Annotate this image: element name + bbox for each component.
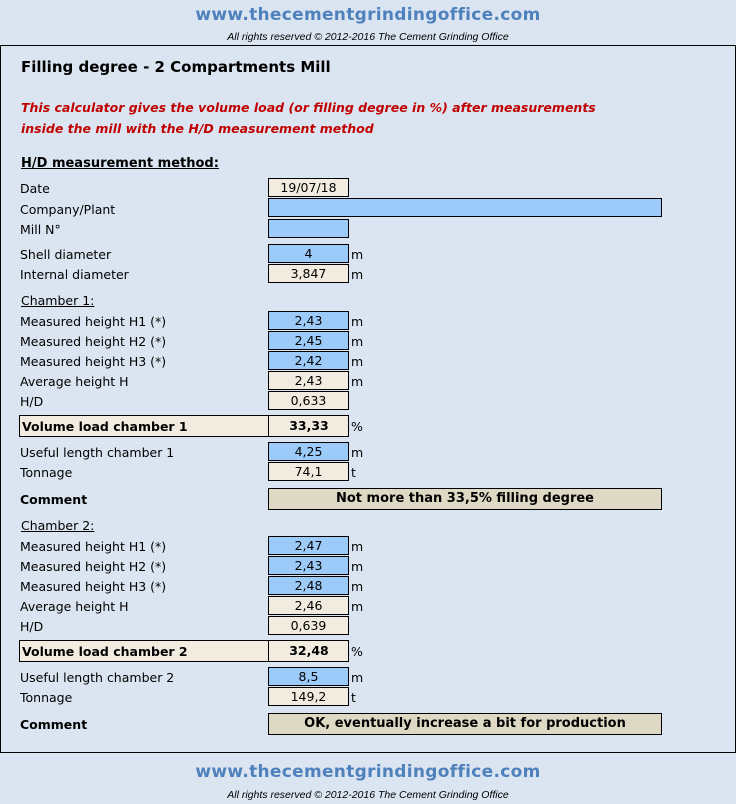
mill-label: Mill N° [20, 222, 61, 237]
c2-tonnage-value: 149,2 [268, 687, 349, 706]
c2-h2-label: Measured height H2 (*) [20, 559, 167, 574]
shell-diameter-label: Shell diameter [20, 247, 112, 262]
c1-volume-load-row [19, 415, 349, 437]
c1-tonnage-value: 74,1 [268, 462, 349, 481]
date-label: Date [20, 181, 50, 196]
c2-h2-unit: m [351, 559, 364, 574]
c1-length-input[interactable]: 4,25 [268, 442, 349, 461]
footer-band [0, 752, 736, 804]
c1-hd-label: H/D [20, 394, 44, 409]
c1-volume-load-label: Volume load chamber 1 [22, 419, 188, 434]
c2-h1-unit: m [351, 539, 364, 554]
c1-h1-label: Measured height H1 (*) [20, 314, 167, 329]
c1-h1-input[interactable]: 2,43 [268, 311, 349, 330]
mill-input[interactable] [268, 219, 349, 238]
c1-tonnage-unit: t [351, 465, 356, 480]
shell-diameter-input[interactable]: 4 [268, 244, 349, 263]
c2-length-label: Useful length chamber 2 [20, 670, 175, 685]
footer-rights: All rights reserved © 2012-2016 The Cement Grinding Office [227, 789, 509, 801]
chamber-2-title: Chamber 2: [21, 518, 95, 533]
description-line-2: inside the mill with the H/D measurement method [21, 121, 374, 136]
internal-diameter-value: 3,847 [268, 264, 349, 283]
c2-comment-box: OK, eventually increase a bit for production [268, 713, 662, 735]
c2-h3-input[interactable]: 2,48 [268, 576, 349, 595]
c2-h3-label: Measured height H3 (*) [20, 579, 167, 594]
c1-length-unit: m [351, 445, 364, 460]
c1-tonnage-label: Tonnage [20, 465, 73, 480]
shell-diameter-unit: m [351, 247, 364, 262]
c2-length-unit: m [351, 670, 364, 685]
c1-length-label: Useful length chamber 1 [20, 445, 175, 460]
internal-diameter-unit: m [351, 267, 364, 282]
company-input[interactable] [268, 198, 662, 217]
c1-avg-value: 2,43 [268, 371, 349, 390]
c1-h3-label: Measured height H3 (*) [20, 354, 167, 369]
c2-hd-value: 0,639 [268, 616, 349, 635]
c1-h2-unit: m [351, 334, 364, 349]
c2-h1-input[interactable]: 2,47 [268, 536, 349, 555]
header-band [0, 0, 736, 46]
company-label: Company/Plant [20, 202, 116, 217]
c1-volume-load-value: 33,33 [268, 415, 349, 437]
c2-avg-label: Average height H [20, 599, 129, 614]
c1-h2-input[interactable]: 2,45 [268, 331, 349, 350]
c2-h3-unit: m [351, 579, 364, 594]
c2-tonnage-label: Tonnage [20, 690, 73, 705]
description-line-1: This calculator gives the volume load (or filling degree in %) after measurements [21, 100, 596, 115]
header-rights: All rights reserved © 2012-2016 The Cement Grinding Office [227, 31, 509, 43]
internal-diameter-label: Internal diameter [20, 267, 129, 282]
c2-comment-label: Comment [20, 717, 88, 732]
c2-tonnage-unit: t [351, 690, 356, 705]
c2-volume-load-row [19, 640, 349, 662]
c1-avg-label: Average height H [20, 374, 129, 389]
c1-h3-input[interactable]: 2,42 [268, 351, 349, 370]
c2-avg-unit: m [351, 599, 364, 614]
chamber-1-title: Chamber 1: [21, 293, 95, 308]
c2-volume-load-label: Volume load chamber 2 [22, 644, 188, 659]
c1-h3-unit: m [351, 354, 364, 369]
c2-length-input[interactable]: 8,5 [268, 667, 349, 686]
footer-site-link[interactable]: www.thecementgrindingoffice.com [195, 762, 541, 782]
c1-hd-value: 0,633 [268, 391, 349, 410]
date-field: 19/07/18 [268, 178, 349, 197]
c2-hd-label: H/D [20, 619, 44, 634]
c1-h1-unit: m [351, 314, 364, 329]
c1-avg-unit: m [351, 374, 364, 389]
c1-comment-box: Not more than 33,5% filling degree [268, 488, 662, 510]
page-title: Filling degree - 2 Compartments Mill [21, 58, 331, 76]
c2-volume-load-unit: % [351, 644, 363, 659]
c2-avg-value: 2,46 [268, 596, 349, 615]
section-title: H/D measurement method: [21, 156, 219, 171]
c1-h2-label: Measured height H2 (*) [20, 334, 167, 349]
c1-comment-label: Comment [20, 492, 88, 507]
c2-h2-input[interactable]: 2,43 [268, 556, 349, 575]
calculator-sheet [0, 46, 736, 752]
c2-volume-load-value: 32,48 [268, 640, 349, 662]
header-site-link[interactable]: www.thecementgrindingoffice.com [195, 5, 541, 25]
c2-h1-label: Measured height H1 (*) [20, 539, 167, 554]
c1-volume-load-unit: % [351, 419, 363, 434]
